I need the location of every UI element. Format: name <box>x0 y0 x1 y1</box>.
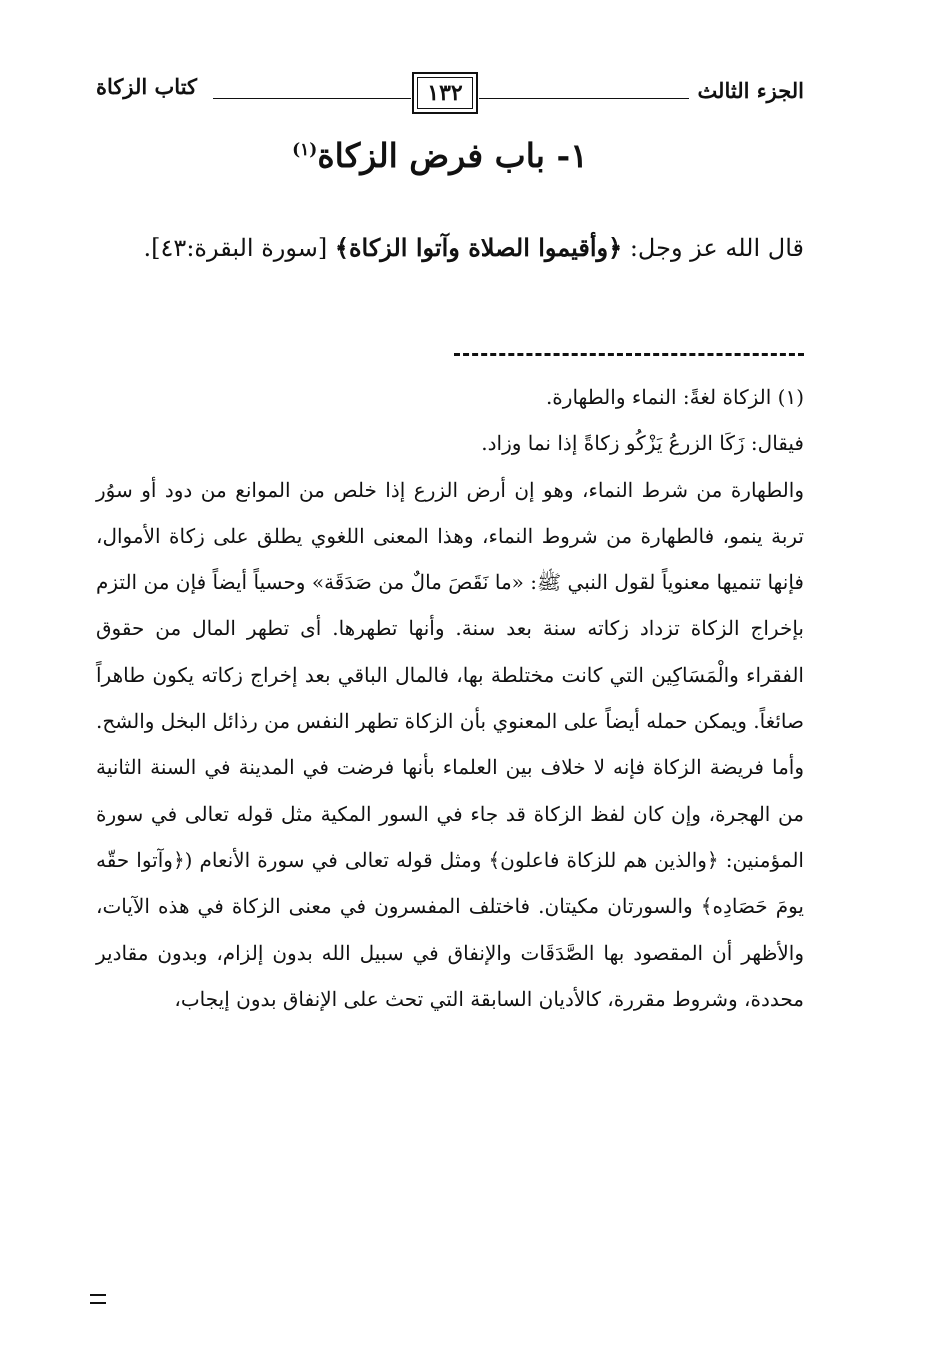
footnote-separator <box>454 353 804 356</box>
verse-intro: قال الله عز وجل: <box>622 234 804 262</box>
header-rule-left <box>213 98 411 99</box>
header-book-label: كتاب الزكاة <box>96 74 198 99</box>
footnote-paragraph: والطهارة من شرط النماء، وهو إن أرض الزرع إذا خلص من الموانع من دود أو سوُر تربة ينمو، فالطهارة من شروط النماء، وهذا المعنى اللغوي يطلق على زكاة الأموال، فإنها تنميها معنوياً لقول النبي ﷺ: «ما نَقَصَ مالٌ من صَدَقَة» وحسياً أيضاً فإن من التزم بإخراج الزكاة تزداد زكاته سنة بعد سنة. وأنها تطهرها. أى تطهر المال من حقوق الفقراء والْمَسَاكِين التي كانت مختلطة بها، فالمال الباقي بعد إخراج زكاته يكون طاهراً صائغاً. ويمكن حمله أيضاً على المعنوي بأن الزكاة تطهر النفس من رذائل البخل والشح. <box>96 477 804 734</box>
header-rule-right <box>479 98 689 99</box>
verse-reference: [سورة البقرة:٤٣]. <box>143 234 335 262</box>
footnote-line: (١) الزكاة لغةً: النماء والطهارة. <box>545 385 804 409</box>
chapter-title-text: ١- باب فرض الزكاة <box>317 136 588 175</box>
page-number: ١٣٢ <box>427 80 463 106</box>
page-number-frame <box>417 77 473 109</box>
continuation-mark <box>90 1294 106 1304</box>
header-part-label: الجزء الثالث <box>697 78 804 103</box>
verse-paragraph <box>96 216 804 280</box>
footnotes-section <box>96 374 804 1022</box>
footnote-paragraph: وأما فريضة الزكاة فإنه لا خلاف بين العلماء بأنها فرضت في المدينة في السنة الثانية من الهجرة، وإن كان لفظ الزكاة قد جاء في السور المكية مثل قوله تعالى في سورة المؤمنين: ﴿والذين هم للزكاة فاعلون﴾ ومثل قوله تعالى في سورة الأنعام (﴿وآتوا حقّه يومَ حَصَادِه﴾ والسورتان مكيتان. فاختلف المفسرون في معنى الزكاة في هذه الآيات، والأظهر أن المقصود بها الصَّدَقَات والإنفاق في سبيل الله بدون إلزام، وبدون مقادير محددة، وشروط مقررة، كالأديان السابقة التي تحث على الإنفاق بدون إيجاب، <box>96 755 804 1011</box>
chapter-title <box>250 136 630 175</box>
chapter-footnote-ref: (١) <box>292 140 318 160</box>
page-number-box <box>412 72 478 114</box>
footnote-line: فيقال: زَكَا الزرعُ يَزْكُو زكاةً إذا نما وزاد. <box>481 431 804 456</box>
quran-quote: ﴿وأقيموا الصلاة وآتوا الزكاة﴾ <box>334 233 623 262</box>
